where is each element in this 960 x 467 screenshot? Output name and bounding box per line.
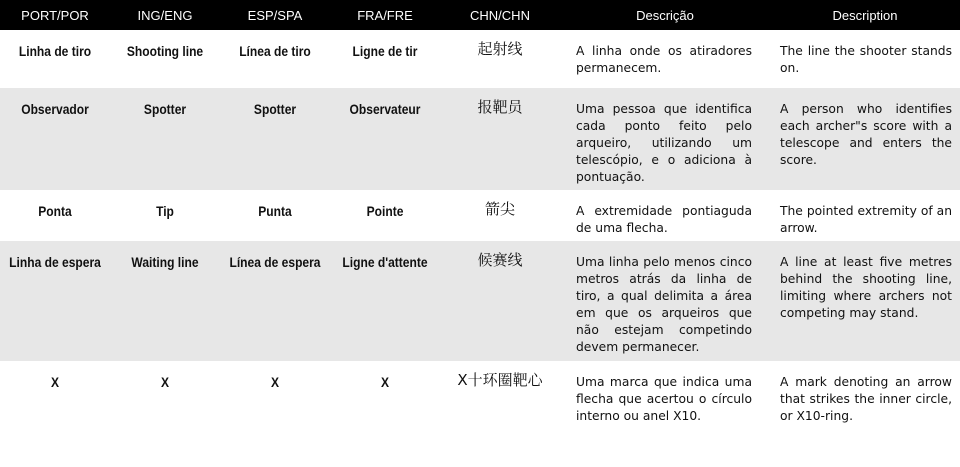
description-pt: A extremidade pontiaguda de uma flecha. [576, 204, 752, 235]
term-por: X [50, 374, 60, 390]
description-en: A person who identifies each archer"s score with a telescope and enters the score. [780, 102, 952, 167]
term-chn: X十环圈靶心 [457, 371, 543, 389]
header-descricao: Descrição [636, 7, 694, 23]
description-pt: Uma marca que indica uma flecha que acertou o círculo interno ou anel X10. [576, 375, 752, 423]
term-spa: Línea de tiro [239, 43, 311, 59]
description-en: The pointed extremity of an arrow. [780, 204, 952, 235]
term-fra: Observateur [349, 101, 421, 117]
header-chn: CHN/CHN [470, 7, 530, 23]
description-en: A line at least five metres behind the shooting line, limiting where archers not competing may stand. [780, 255, 952, 320]
term-fra: Ligne d'attente [342, 254, 428, 270]
term-eng: X [160, 374, 170, 390]
term-fra: Pointe [366, 203, 404, 219]
description-en: A mark denoting an arrow that strikes the inner circle, or X10-ring. [780, 375, 952, 423]
term-por: Ponta [38, 203, 72, 219]
term-chn: 候赛线 [477, 251, 523, 269]
term-fra: X [380, 374, 390, 390]
term-spa: Spotter [253, 101, 297, 117]
term-spa: Punta [258, 203, 292, 219]
term-eng: Waiting line [131, 254, 199, 270]
term-spa: X [270, 374, 280, 390]
term-eng: Shooting line [126, 43, 204, 59]
term-chn: 报靶员 [477, 98, 523, 116]
term-eng: Tip [156, 203, 174, 219]
term-por: Linha de tiro [18, 43, 92, 59]
description-en: The line the shooter stands on. [780, 44, 952, 75]
table-row [0, 190, 960, 241]
table-row [0, 88, 960, 190]
term-por: Linha de espera [9, 254, 101, 270]
description-pt: Uma pessoa que identifica cada ponto feito pelo arqueiro, utilizando um telescópio, e o adiciona à pontuação. [576, 102, 752, 184]
header-spa: ESP/SPA [247, 7, 303, 23]
term-por: Observador [21, 101, 89, 117]
header-fra: FRA/FRE [357, 7, 413, 23]
term-eng: Spotter [143, 101, 187, 117]
description-pt: Uma linha pelo menos cinco metros atrás da linha de tiro, a qual delimita a área em que os arqueiros que não estejam competindo devem permanecer. [576, 255, 752, 354]
header-row [0, 0, 960, 30]
header-description: Description [832, 7, 898, 23]
table-row [0, 241, 960, 361]
table-row [0, 30, 960, 88]
term-spa: Línea de espera [229, 254, 321, 270]
term-chn: 起射线 [477, 40, 523, 58]
table-row [0, 361, 960, 467]
term-fra: Ligne de tir [352, 43, 418, 59]
term-chn: 箭尖 [484, 200, 515, 218]
header-por: PORT/POR [21, 7, 89, 23]
header-eng: ING/ENG [137, 7, 193, 23]
description-pt: A linha onde os atiradores permanecem. [576, 44, 752, 75]
